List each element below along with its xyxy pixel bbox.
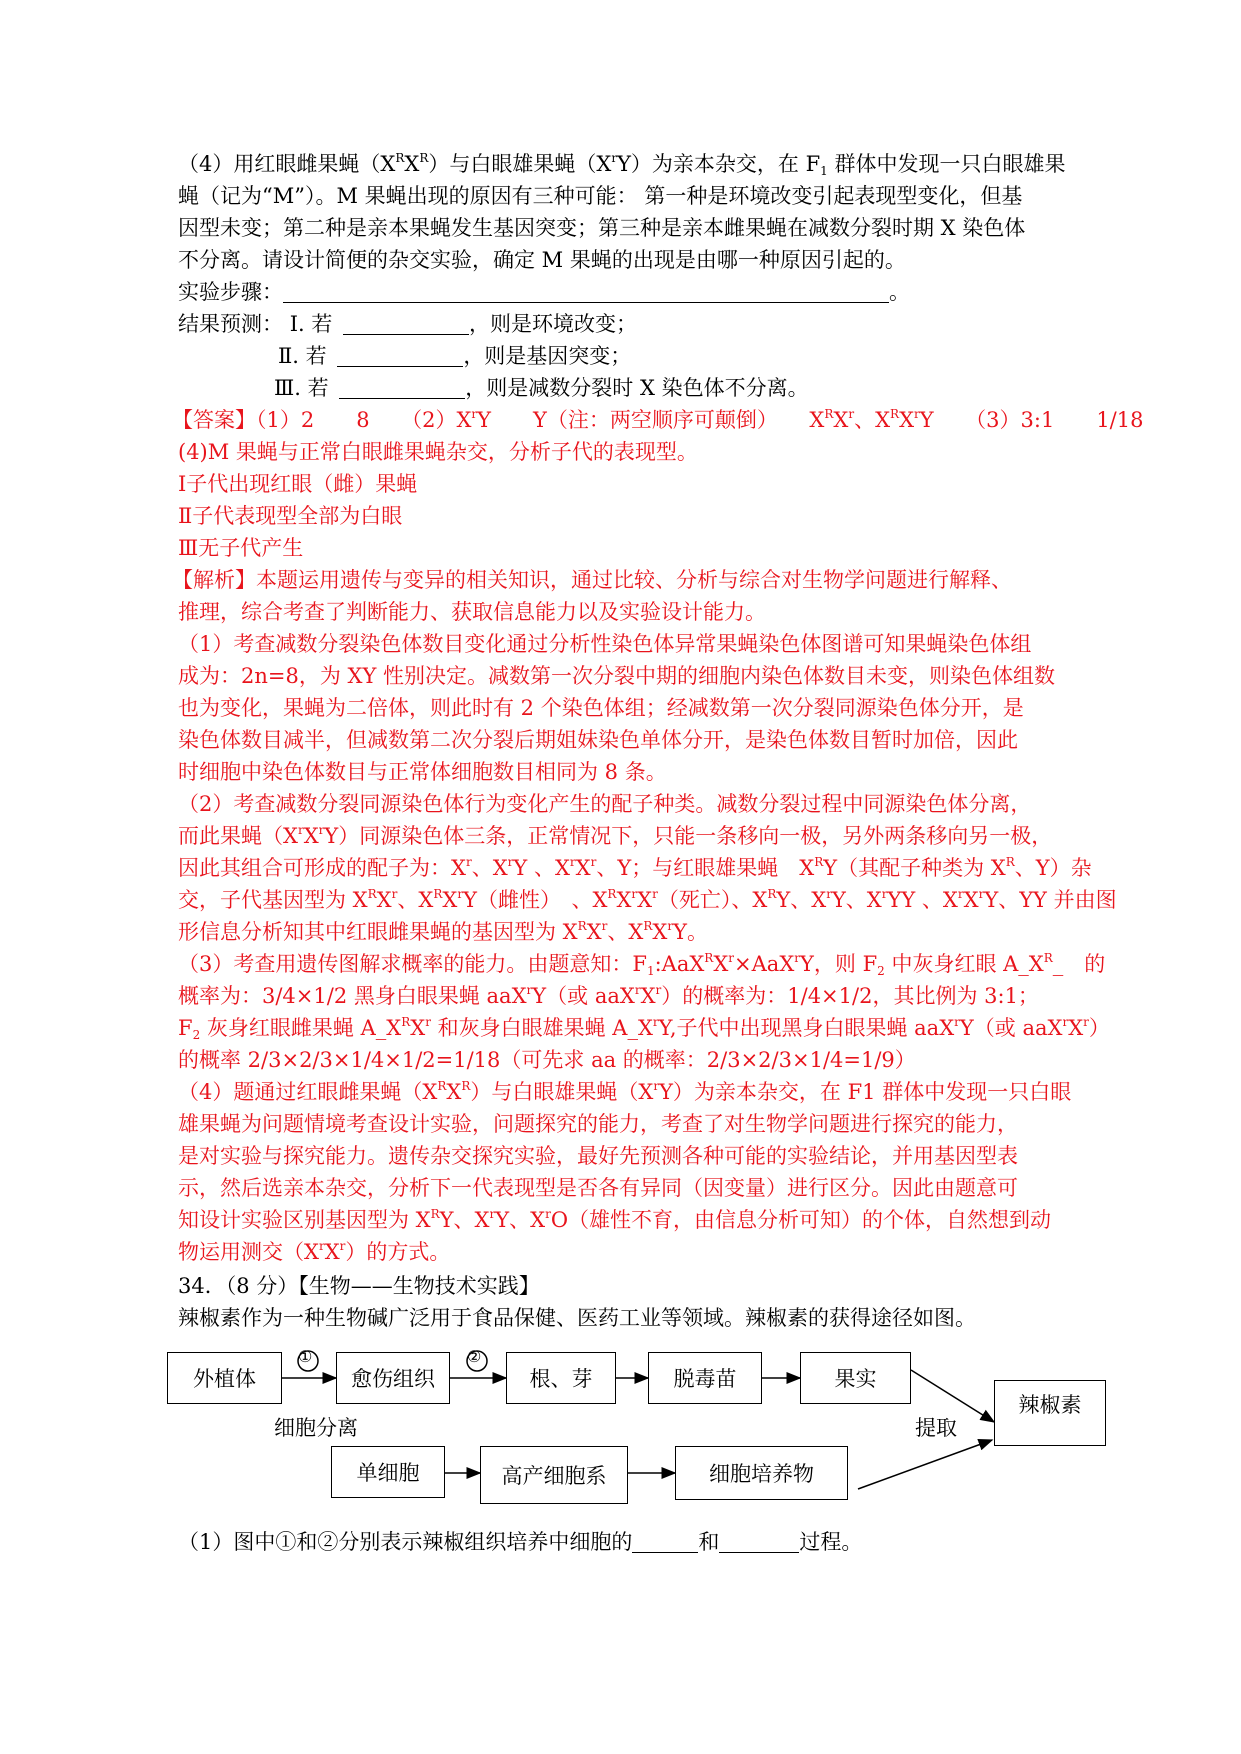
cell-separation-label: 细胞分离: [274, 1416, 358, 1440]
q4-line-4: 不分离。请设计简便的杂交实验，确定 M 果蝇的出现是由哪一种原因引起的。: [178, 248, 906, 272]
box-cell-culture: 细胞培养物: [675, 1446, 848, 1500]
analysis-line: （4）题通过红眼雌果蝇$(X^RX^R)$与白眼雄果蝇$(X^rY)$为亲本杂交，在 F1 群体中发现一只白眼: [178, 1079, 1072, 1104]
prediction-1: 结果预测： Ⅰ. 若 ，则是环境改变；: [178, 312, 638, 336]
analysis-line: 成为：2n=8，为 XY 性别决定。减数第一次分裂中期的细胞内染色体数目未变，则染色体组数: [178, 664, 1056, 688]
analysis-line: 也为变化，果蝇为二倍体，则此时有 2 个染色体组；经减数第一次分裂同源染色体分开，是: [178, 696, 1024, 720]
q34-title: 34．（8 分）【生物——生物技术实践】: [178, 1274, 540, 1298]
analysis-line: 概率为：3/4×1/2 黑身白眼果蝇 aaX$^r$Y（或 $aaX^rX^r$）的概率为：1/4×1/2，其比例为 3:1；: [178, 983, 1039, 1008]
analysis-line: 知设计实验区别基因型为 $X^RY$、$X^rY$、$X^rO$（雄性不育，由信息分析可知）的个体，自然想到动: [178, 1207, 1052, 1232]
box-fruit: 果实: [800, 1352, 911, 1404]
box-high-yield-line: 高产细胞系: [480, 1446, 628, 1504]
analysis-line: 推理，综合考查了判断能力、获取信息能力以及实验设计能力。: [178, 600, 766, 624]
experiment-steps: 实验步骤： 。: [178, 280, 910, 304]
arrow-8: [858, 1440, 992, 1489]
analysis-line: 而此果蝇$(X^rX^rY)$同源染色体三条，正常情况下，只能一条移向一极，另外两条移向另一极，: [178, 823, 1053, 848]
q4-line-2: 蝇（记为“M”）。M 果蝇出现的原因有三种可能： 第一种是环境改变引起表现型变化，但基: [178, 184, 1023, 208]
q34-intro: 辣椒素作为一种生物碱广泛用于食品保健、医药工业等领域。辣椒素的获得途径如图。: [178, 1306, 976, 1330]
answer-line-3: Ⅰ子代出现红眼（雌）果蝇: [178, 472, 418, 496]
box-callus: 愈伤组织: [336, 1352, 450, 1404]
box-root-bud: 根、芽: [506, 1352, 616, 1404]
analysis-line: $F_2$ 灰身红眼雌果蝇 $A\_X^RX^r$ 和灰身白眼雄果蝇 $A\_X^rY$,子代中出现黑身白眼果蝇 aaX$^r$Y（或 $aaX^rX^r$）: [178, 1015, 1110, 1042]
answer-line-1: 【答案】（1）2 8 $(2)X^rY$ Y（注：两空顺序可颠倒） $X^RX^r$、$X^RX^rY$ （3）3:1 1/18: [172, 407, 1144, 432]
analysis-line: 交，子代基因型为 $X^RX^r$、$X^RX^rY$（雌性） 、$X^RX^rX^r$（死亡）、$X^RY$、$X^rY$、$X^rYY$ 、$X^rX^rY$、YY 并由图: [178, 887, 1117, 912]
q4-line-1: （4）用红眼雌果蝇$(X^RX^R)$与白眼雄果蝇$(X^rY)$为亲本杂交，在 $F_1$ 群体中发现一只白眼雄果: [178, 151, 1066, 178]
analysis-line: （1）考查减数分裂染色体数目变化通过分析性染色体异常果蝇染色体图谱可知果蝇染色体组: [178, 632, 1032, 656]
q34-question-1: （1）图中①和②分别表示辣椒组织培养中细胞的 和 过程。: [178, 1530, 863, 1554]
box-single-cell: 单细胞: [331, 1446, 445, 1498]
analysis-line: （2）考查减数分裂同源染色体行为变化产生的配子种类。减数分裂过程中同源染色体分离，: [178, 792, 1032, 816]
analysis-line: 因此其组合可形成的配子为：$X^r$、$X^rY$ 、$X^rX^r$、Y；与红眼雄果蝇 $X^RY$（其配子种类为 $X^R$、Y）杂: [178, 855, 1092, 880]
box-capsaicin: 辣椒素: [994, 1380, 1106, 1446]
analysis-line: （3）考查用遗传图解求概率的能力。由题意知：$F_1:AaX^RX^r\times AaX^rY$，则 $F_2$ 中灰身红眼 $A\_X^R\_$ 的: [178, 951, 1106, 978]
answer-line-2: (4)M 果蝇与正常白眼雌果蝇杂交，分析子代的表现型。: [178, 440, 698, 464]
step-2-label: ②: [467, 1347, 482, 1366]
prediction-2: Ⅱ. 若 ，则是基因突变；: [278, 344, 632, 368]
box-explant: 外植体: [167, 1352, 282, 1404]
answer-line-5: Ⅲ无子代产生: [178, 536, 304, 560]
extraction-label: 提取: [915, 1416, 957, 1440]
analysis-line: 时细胞中染色体数目与正常体细胞数目相同为 8 条。: [178, 760, 667, 784]
q4-line-3: 因型未变；第二种是亲本果蝇发生基因突变；第三种是亲本雌果蝇在减数分裂时期 X 染色体: [178, 216, 1026, 240]
prediction-3: Ⅲ. 若 ，则是减数分裂时 X 染色体不分离。: [274, 376, 809, 400]
analysis-line: 是对实验与探究能力。遗传杂交探究实验，最好先预测各种可能的实验结论，并用基因型表: [178, 1144, 1018, 1168]
analysis-line: 的概率 2/3×2/3×1/4×1/2=1/18（可先求 aa 的概率：2/3×2/3×1/4=1/9）: [178, 1048, 916, 1072]
analysis-line: 形信息分析知其中红眼雌果蝇的基因型为 $X^RX^r$、$X^RX^rY$。: [178, 919, 708, 944]
answer-line-4: Ⅱ子代表现型全部为白眼: [178, 504, 403, 528]
box-virus-free-seedling: 脱毒苗: [648, 1352, 762, 1404]
step-1-label: ①: [298, 1347, 313, 1366]
prediction-label: 结果预测：: [178, 312, 283, 336]
analysis-line: 【解析】本题运用遗传与变异的相关知识，通过比较、分析与综合对生物学问题进行解释、: [172, 568, 1012, 592]
steps-label: 实验步骤：: [178, 280, 283, 304]
analysis-line: 雄果蝇为问题情境考查设计实验，问题探究的能力，考查了对生物学问题进行探究的能力，: [178, 1112, 1018, 1136]
analysis-line: 物运用测交$(X^rX^r)$的方式。: [178, 1239, 451, 1264]
analysis-line: 染色体数目减半，但减数第二次分裂后期姐妹染色单体分开，是染色体数目暂时加倍，因此: [178, 728, 1018, 752]
analysis-line: 示，然后选亲本杂交，分析下一代表现型是否各有异同（因变量）进行区分。因此由题意可: [178, 1176, 1018, 1200]
